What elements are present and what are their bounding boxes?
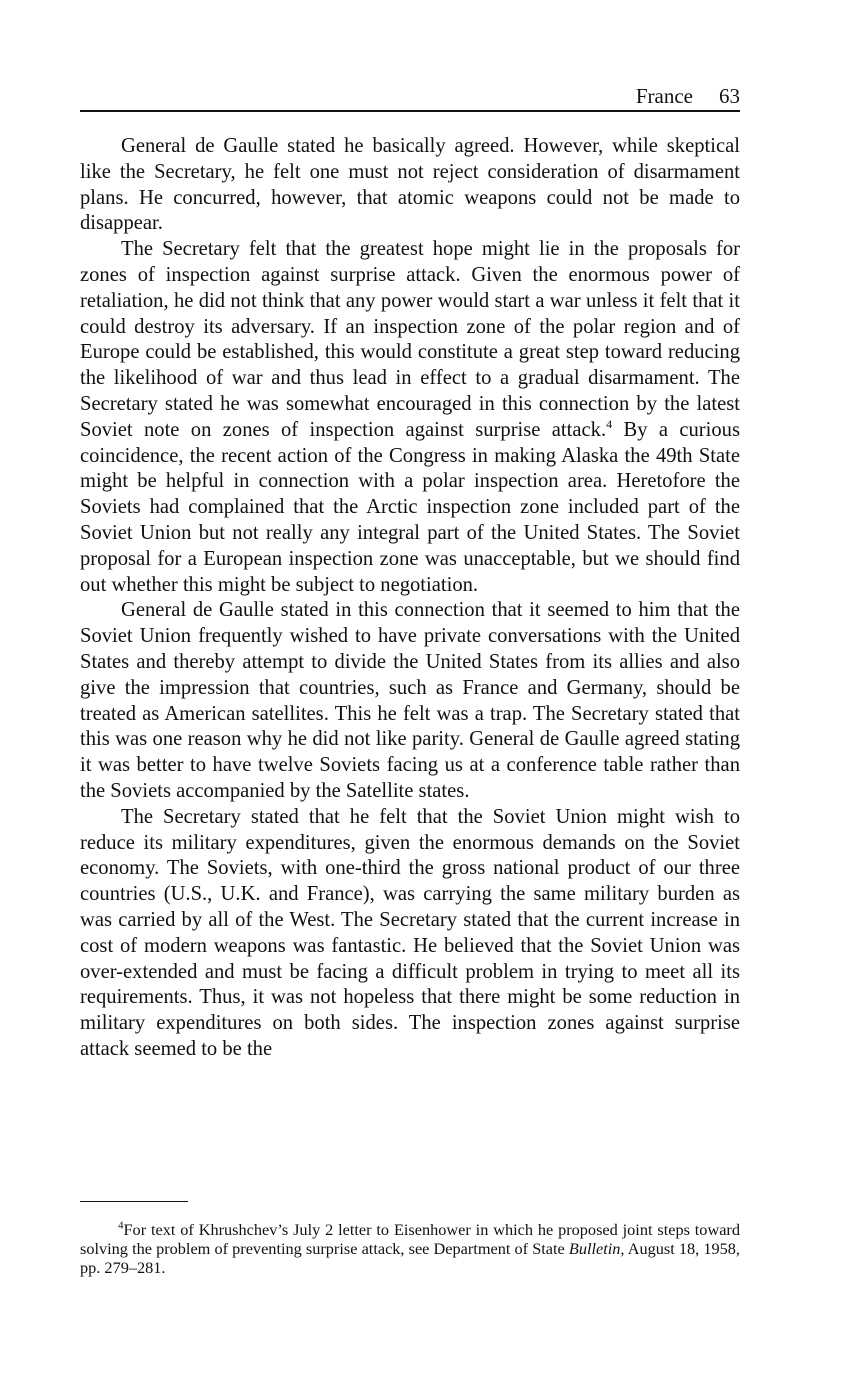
footnote-source-title: Bulletin, <box>568 1239 625 1258</box>
paragraph: General de Gaulle stated he basically agreed. However, while skeptical like the Secretary, he felt one must not reject consideration of disarmament plans. He concurred, however, that atomic weapons could not be made to disappear. <box>80 135 740 235</box>
footnote-mark: 4 <box>118 1219 124 1232</box>
paragraph <box>80 237 740 598</box>
body-text <box>80 134 740 1063</box>
footnote <box>80 1220 740 1277</box>
paragraph: General de Gaulle stated in this connection that it seemed to him that the Soviet Union frequently wished to have private conversations with the United States and thereby attempt to divide the United States from its allies and also give the impression that countries, such as France and Germany, should be treated as American satellites. This he felt was a trap. The Secretary stated that this was one reason why he did not like parity. General de Gaulle agreed stating it was better to have twelve Soviets facing us at a conference table rather than the Soviets accompanied by the Satellite states. <box>80 599 740 802</box>
paragraph-text: The Secretary felt that the greatest hope might lie in the proposals for zones of inspection against surprise attack. Given the enormous power of retaliation, he did not think that any power would start a war unless it felt that it could destroy its adversary. If an inspection zone of the polar region and of Europe could be established, this would constitute a great step toward reducing the likelihood of war and thus lead in effect to a gradual disarmament. The Secretary stated he was somewhat encouraged in this connection by the latest Soviet note on zones of inspection against surprise attack. <box>80 238 740 441</box>
page-number: 63 <box>719 84 740 108</box>
footnotes <box>80 1220 740 1277</box>
paragraph-text: By a curious coincidence, the recent action of the Congress in making Alaska the 49th State might be helpful in connection with a polar inspection area. Heretofore the Soviets had complained that the Arctic inspection zone included part of the Soviet Union but not really any integral part of the United States. The Soviet proposal for a European inspection zone was unacceptable, but we should find out whether this might be subject to negotiation. <box>80 418 740 596</box>
section-title: France <box>635 84 693 108</box>
footnote-tail: August 18, 1958, pp. 279–281. <box>80 1239 740 1277</box>
paragraph: The Secretary stated that he felt that the Soviet Union might wish to reduce its military expenditures, given the enormous demands on the Soviet economy. The Soviets, with one-third the gross national product of our three countries (U.S., U.K. and France), was carrying the same military burden as was carried by all of the West. The Secretary stated that the current increase in cost of modern weapons was fantastic. He believed that the Soviet Union was over-extended and must be facing a difficult problem in trying to meet all its requirements. Thus, it was not hopeless that there might be some reduction in military expenditures on both sides. The inspection zones against surprise attack seemed to be the <box>80 805 740 1060</box>
footnote-reference: 4 <box>606 416 613 431</box>
running-head <box>80 84 740 112</box>
footnote-divider <box>80 1201 188 1202</box>
footnote-text: For text of Khrushchev’s July 2 letter to Eisenhower in which he proposed joint steps toward solving the problem of preventing surprise attack, see Department of State <box>80 1220 740 1258</box>
